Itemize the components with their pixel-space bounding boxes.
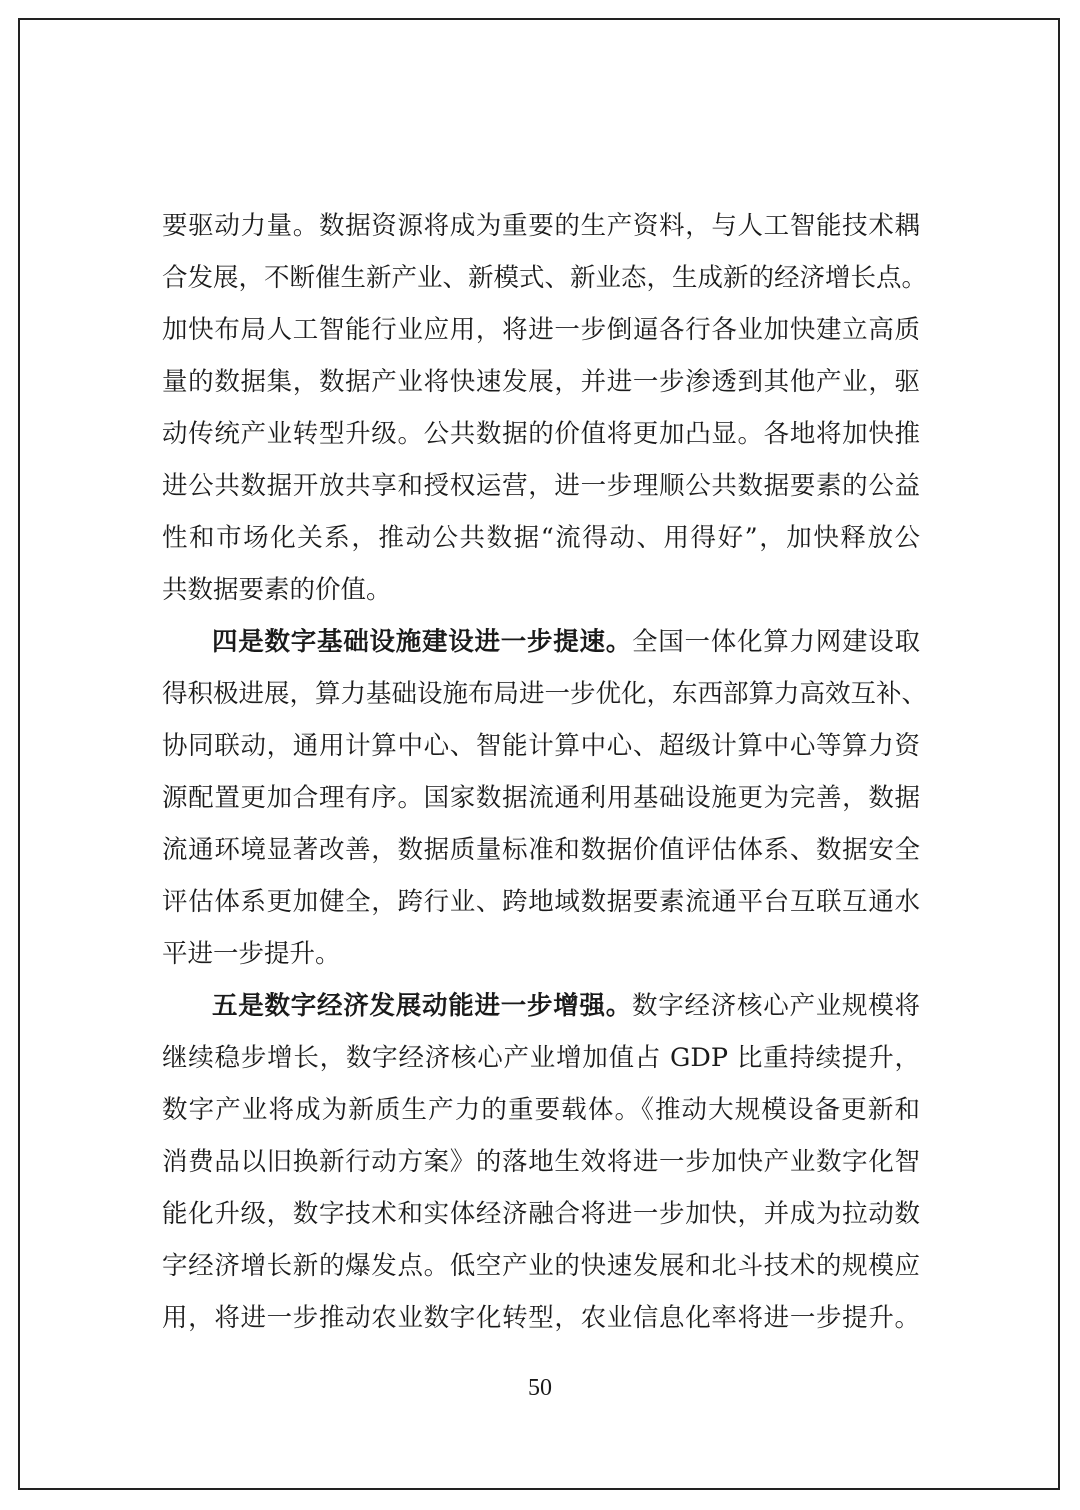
text-line: 性和市场化关系，推动公共数据“流得动、用得好”，加快释放公 [162, 523, 920, 553]
text-line: 协同联动，通用计算中心、智能计算中心、超级计算中心等算力资 [162, 731, 920, 761]
text-line: 进公共数据开放共享和授权运营，进一步理顺公共数据要素的公益 [162, 471, 920, 501]
text-line: 能化升级，数字技术和实体经济融合将进一步加快，并成为拉动数 [162, 1199, 920, 1229]
text-line: 得积极进展，算力基础设施布局进一步优化，东西部算力高效互补、 [162, 679, 928, 709]
paragraph-lead-text: 数字经济核心产业规模将 [631, 991, 920, 1021]
text-line: 用，将进一步推动农业数字化转型，农业信息化率将进一步提升。 [162, 1303, 920, 1333]
text-line: 共数据要素的价值。 [162, 575, 392, 605]
paragraph-lead-text: 全国一体化算力网建设取 [631, 627, 920, 657]
text-line: 流通环境显著改善，数据质量标准和数据价值评估体系、数据安全 [162, 835, 920, 865]
paragraph-heading: 四是数字基础设施建设进一步提速。 [212, 627, 632, 657]
text-line: 源配置更加合理有序。国家数据流通利用基础设施更为完善，数据 [162, 783, 920, 813]
text-line: 动传统产业转型升级。公共数据的价值将更加凸显。各地将加快推 [162, 419, 920, 449]
body-text [162, 200, 928, 1344]
text-line: 要驱动力量。数据资源将成为重要的生产资料，与人工智能技术耦 [162, 211, 920, 241]
text-line: 字经济增长新的爆发点。低空产业的快速发展和北斗技术的规模应 [162, 1251, 920, 1281]
text-line: 消费品以旧换新行动方案》的落地生效将进一步加快产业数字化智 [162, 1147, 920, 1177]
text-line: 加快布局人工智能行业应用，将进一步倒逼各行各业加快建立高质 [162, 315, 920, 345]
text-line: 平进一步提升。 [162, 939, 341, 969]
paragraph-heading: 五是数字经济发展动能进一步增强。 [212, 991, 632, 1021]
paragraph-lead-line [162, 616, 920, 668]
paragraph-lead-line [162, 980, 920, 1032]
text-line: 合发展，不断催生新产业、新模式、新业态，生成新的经济增长点。 [162, 263, 928, 293]
text-line: 评估体系更加健全，跨行业、跨地域数据要素流通平台互联互通水 [162, 887, 920, 917]
page-number: 50 [528, 1375, 552, 1401]
text-line: 量的数据集，数据产业将快速发展，并进一步渗透到其他产业，驱 [162, 367, 920, 397]
text-line: 数字产业将成为新质生产力的重要载体。《推动大规模设备更新和 [162, 1095, 920, 1125]
text-line: 继续稳步增长，数字经济核心产业增加值占 GDP 比重持续提升， [162, 1043, 920, 1073]
